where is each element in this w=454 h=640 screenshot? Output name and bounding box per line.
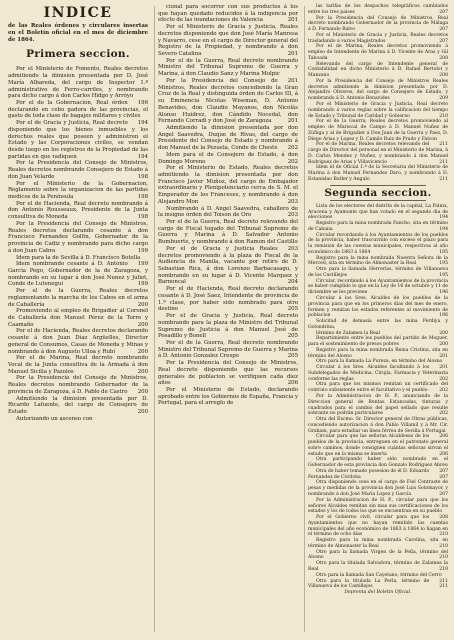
entry-text: Por el de Gracia y Justicia, Real decreto nombrando para la plaza de Ministro del Tribunal Supremo de Justicia á don Manuel José de Posadillo y Bonell [158, 313, 298, 340]
index-entry [158, 57, 298, 84]
index-entry [158, 24, 298, 58]
entry-text: cional para socorrer con sus productos á los que hayan quedado reducidos á la indigencia por efecto de las inundaciones de Valencia [158, 4, 298, 24]
entry-text: Idem nombrando cesante á D. Antonio Garcia Pego, Gobernador de la de Zaragoza, y nombrando en su lugar á don José Nunez y Juliet, Conde de Lutenegui [8, 261, 148, 288]
index-entry [308, 550, 448, 562]
entry-page-number: 194 [137, 120, 148, 127]
entry-text: Promoviendo al empleo de Brigadier al Coronel de Caballería don Manuel Pérez de la Torre y Caamaño [8, 308, 148, 328]
index-entry [308, 102, 448, 119]
entry-text: Circular para que las señoras Alcaldesas de los pueblos de la provincia, entreguen en el patronato general sobre caminos, donde consignen cuántas señoras sirvan el estado que en la misma se inserta [308, 434, 448, 457]
index-entry [308, 579, 448, 591]
entry-text: Por el de la Guerra, Real decreto nombrando Ministro del Tribunal Supremo de Guerra y Marina á D. Antonio Gonzalez Crespo [158, 339, 298, 360]
entry-page-number: 208 [439, 73, 448, 79]
index-entry [158, 165, 298, 205]
entry-page-number: 205 [287, 333, 298, 340]
section-2-block [308, 185, 448, 201]
entry-page-number: 198 [137, 214, 148, 221]
section-2-heading: Segunda seccion. [324, 186, 432, 199]
entry-text: Solicitud de demasía entre las mina Perdiya y Golondrina, [308, 319, 448, 330]
entry-text: Relevando del cargo de Intendente general de Contabilidad en dicho Ministerio á D. Rafael Bertolot y Manzano [308, 61, 448, 79]
entry-text: Por el Ministerio de Estado, Reales decretos admitiendo la dimision presentada por don Francisco Javier Muñoz, del cargo de Embajador extraordinario y Plenipotenciario cerca de S. M. el Emperador de los Franceses, y nombrando á don Alejandro Mon [158, 165, 298, 205]
index-entry [308, 382, 448, 394]
entry-text: Por el de Hacienda, Reales decretos declarando cesante á don Juan Diaz Argüelles, Director general de Consumos, Casas de Moneda y Minas y nombrando á don Augusto Ulloa y Rubí [8, 328, 148, 355]
entry-text: Por el Gobierno civil, circular para que los Ayuntamientos que no hayan remitido las cuentas municipales del año económico de 1863 á 1864 lo hagan en el término de ocho dias [308, 515, 448, 538]
entry-text: Por el de Marina, Real decreto nombrando Vocal de la Junta consultiva de la Armada á don Manuel Sicilia y Pazolos [8, 355, 148, 375]
index-entry [308, 165, 448, 182]
index-entry [308, 204, 448, 221]
entry-page-number: 196 [137, 99, 148, 106]
entry-page-number: 202 [287, 158, 298, 165]
entry-text: Otro para la titulada La Perla, término de Villanueva de los Castillejos [308, 578, 430, 590]
entry-page-number: 195 [439, 272, 448, 278]
entry-page-number: 206 [439, 451, 448, 457]
entry-text: Idem id de Oficial 1.º de la Secretaria del Ministerio de Marina á don Manuel Fernandez Daro, y nombrando á D. Estanislao Butler y Angulo [308, 165, 448, 182]
index-entry [308, 256, 448, 268]
entry-page-number: 195 [439, 261, 448, 267]
index-entry [308, 319, 448, 331]
entry-text: Otro para la llamada La Pureza, en término del Alosno [316, 359, 443, 365]
entry-text: Circular recordando á los Ayuntamientos de los pueblos de la provincia, haber trascurrido con exceso el plazo para la remision de las cuentas municipales, respectivas al año económico de 1863 á 1864 [308, 232, 448, 255]
entry-page-number: 199 [137, 247, 148, 254]
entry-page-number: 200 [137, 301, 148, 308]
index-entry [308, 279, 448, 296]
entry-page-number: 211 [439, 159, 448, 165]
entry-text: Por el Ministerio de Gracia y Justicia, Reales decretos trasladando á varios Magistrados [308, 32, 448, 44]
entry-text: Lista de los electores del distrito de la capital, La Palma, Arucena y Ayamonte que han votado en el segundo dia de elecciones [308, 203, 448, 221]
entry-page-number: 210 [439, 555, 448, 561]
entry-text: las tarifas de los despachos telegráficos cambiados entre los tres paises [308, 4, 448, 15]
index-entry [158, 219, 298, 252]
entry-text: Idem para la de Sevilla á D. Francisco Botella [16, 254, 141, 261]
entry-text: Por el de Hacienda, Real decreto nombrando á don Antonio Rousseaux, Presidente de la Junta consultiva de Moneda [8, 200, 148, 221]
entry-text: término de Zalamea la Real [316, 330, 380, 336]
index-entry [308, 336, 448, 348]
index-entry [308, 4, 448, 16]
entry-page-number: 196 [439, 313, 448, 319]
index-entry [158, 206, 298, 219]
entry-page-number: 211 [439, 578, 448, 584]
index-entry [308, 62, 448, 79]
index-entry [308, 394, 448, 417]
entry-page-number: 195 [439, 249, 448, 255]
column-1-entries [8, 66, 148, 422]
entry-page-number: 200 [439, 330, 448, 336]
index-entry [8, 308, 148, 328]
entry-page-number: 202 [439, 388, 448, 394]
entry-text: Nombrando á D. Angel Saavedra, caballero de la insigne órden del Toison de Oro [158, 205, 298, 219]
entry-text: Otro para la llamada Herrerías, término de Villanueva de los Castillejos [308, 267, 448, 278]
entry-page-number: 201 [439, 365, 448, 371]
entry-text: Por la Presidencia del Consejo de Ministros, Reales decretos nombrando Consejero de Estado á don Juan Velarde [8, 160, 148, 180]
entry-page-number: 211 [439, 142, 448, 148]
entry-page-number: 202 [439, 376, 448, 382]
entry-page-number: 210 [439, 543, 448, 549]
index-entry [8, 416, 148, 423]
entry-text: Circular á los Sres. Alcaldes facultando á los Subdelegados de Medicina, Cirujía, Farmacia y Veterinaria conforme las reglas [308, 365, 448, 382]
column-divider [304, 6, 305, 632]
index-entry [308, 33, 448, 45]
entry-page-number: 210 [439, 532, 448, 538]
entry-page-number: 202 [287, 145, 298, 152]
index-entry [158, 360, 298, 387]
entry-text: Por la Presidencia del Consejo de Ministros, Real decreto nombrando Gobernador de la provincia de Málaga á D. Fernando Balvo [308, 15, 448, 33]
entry-text: Otra de haber tomado posesion de él D. Eduardo Fernandez de Córdoba [308, 468, 430, 480]
entry-text: Por la Presidencia del Consejo de Ministros, Reales decretos declarando cesante á don Francisco Fernandez Golfin, Gobernador de la provincia de Cadiz y nombrando para dicho cargo á don Juan Cabra [8, 220, 148, 254]
entry-page-number: 198 [137, 173, 148, 180]
entry-page-number: 209 [439, 96, 448, 102]
entry-page-number: 207 [439, 27, 448, 33]
entry-page-number: 196 [439, 290, 448, 296]
entry-page-number: 206 [439, 434, 448, 440]
entry-page-number: 201 [287, 118, 298, 125]
column-divider [154, 6, 155, 632]
section-1-heading: Primera seccion. [26, 48, 130, 61]
entry-page-number: 203 [287, 198, 298, 205]
index-entry [308, 480, 448, 497]
entry-page-number: 200 [137, 409, 148, 416]
entry-text: Repartimiento entre los pueblos del partido de Moguer, para el sostenimiento de presos pobres [308, 336, 448, 348]
entry-page-number: 204 [287, 279, 298, 286]
index-intro: de las Reales órdenes y circulares insertas en el Boletín oficial en el mes de diciembre de 1864. [8, 23, 148, 43]
entry-text: Por el de Marina, Reales decretos promoviendo á empleo de Intendente de Marina á D. Vicente de Aras y Gil Taboada [308, 44, 448, 61]
entry-text: Registro para la mina nombrada Nuestra Señora de la Merced, sita en término de Almonaster la Real [308, 255, 448, 267]
index-entry [8, 99, 148, 127]
entry-text: Por el Ministerio de Gracia y Justicia, Reales decretos disponiendo que don José María Manresa y Navarro, cese en el cargo de Director general del Registro de la Propiedad, y nombrando á don Severo Catalina [158, 24, 298, 58]
index-entry [158, 313, 298, 340]
entry-text: Por la Administracion de H. P., circular para que los señores Alcaldes remitan sin mas sus certificaciones de los estados y los de todos los que se encuentran en su pueblo [308, 497, 448, 515]
entry-page-number: 202 [439, 411, 448, 417]
index-entry [308, 434, 448, 457]
index-entry [158, 152, 298, 165]
index-entry [308, 267, 448, 279]
entry-page-number: 205 [287, 353, 298, 360]
index-entry [8, 221, 148, 255]
index-entry [308, 296, 448, 319]
entry-page-number: 194 [439, 226, 448, 232]
index-entry [308, 142, 448, 165]
entry-text: Otro para la llamada Virgen de la Peña, término del Alosno [308, 549, 448, 561]
entry-text: Por el de la Guerra, Real decreto relevando del cargo de Fiscal togado del Tribunal Supremo de Guerra y Marina á D. Salvador Antonio Bumbuerte, y nombrando á don Ramon del Castillo [158, 219, 298, 246]
entry-text: Otra del Excmo. Sr. Director general de Obras públicas, concediendo autorizacion á don Pablo Villamil y á Mr. Cir. Graham, para estudiar un linea férrea de Sevilla á Portugal [308, 417, 448, 434]
index-entry [158, 78, 298, 125]
printer-footer: Imprenta del Boletin Oficial. [344, 590, 412, 596]
index-entry [158, 286, 298, 313]
index-entry [8, 261, 148, 288]
column-3 [308, 4, 448, 596]
index-entry [308, 221, 448, 233]
index-entry [308, 561, 448, 573]
index-entry [158, 340, 298, 360]
entry-page-number: 210 [439, 566, 448, 572]
index-entry [8, 201, 148, 221]
index-entry [308, 16, 448, 33]
column-3-entries-second [308, 204, 448, 590]
entry-page-number: 207 [439, 492, 448, 498]
entry-page-number: 201 [287, 51, 298, 58]
entry-text: Circular, recordando á los Ayuntamientos de la provincia se haber cumplido lo que en la Ley de 16 de octubre y 11 de diciembre se les previene [308, 278, 448, 296]
index-entry [8, 396, 148, 416]
index-page [6, 4, 448, 634]
index-entry [8, 66, 148, 106]
entry-text: Por el Ministerio de la Gobernacion, Reglamento sobre la organizacion de las partidas medicos de la Península [8, 180, 148, 201]
column-2 [158, 4, 298, 407]
entry-page-number: 200 [137, 388, 148, 395]
column-2-entries [158, 4, 298, 407]
index-entry [308, 348, 448, 360]
entry-text: Idem para el de Consejero de Estado, á don Domingo Moreno [158, 151, 298, 165]
entry-page-number: 200 [439, 342, 448, 348]
index-entry [308, 119, 448, 148]
entry-page-number: 211 [439, 176, 448, 182]
index-entry [8, 375, 148, 395]
entry-text: Por la Presidencia del Consejo de Ministros, Reales decretos concediendo la Gran Cruz de la Real y distinguida órden de Carlos III, á su Eminencia Nicolas Wiseman, D. Antonio Benavides, don Claudio Mayanos, don Nicolás Alonso Huidrez, don Cándido Nocedal, don Fernando Corradi y don José de Zaragoza [158, 77, 298, 125]
entry-page-number: 200 [137, 368, 148, 375]
entry-text: Autorizando un ascenso con [16, 415, 93, 422]
entry-page-number: 194 [137, 153, 148, 160]
entry-page-number: 206 [287, 380, 298, 387]
entry-page-number: 207 [439, 468, 448, 474]
entry-page-number: 198 [137, 194, 148, 201]
entry-text: Por el de Gracia y Justicia Reales decretos promoviendo á la plaza de Fiscal de la Audiencia de Manila, vacante por retiro de D. Sebastian Rica, á don Lorenzo Barbacasagu, y nombrando en su lugar á D. Vicente Marquez y Barnoncal [158, 245, 298, 286]
entry-page-number: 199 [137, 281, 148, 288]
entry-text: Otro para la titulada Salvadora, término de Zalamea la Real [308, 561, 448, 572]
entry-page-number: 210 [439, 113, 448, 119]
entry-text: Admitiendo la dimision presentada por don Angel Saavedra, Duque de Rivas, del cargo de Presidente del Consejo de Estado y nombrando á don Manuel de la Pezuela, Conde de Cheste [158, 124, 298, 152]
entry-page-number: 203 [287, 212, 298, 219]
entry-text: Por el de Hacienda, Real decreto declarando cesante á D. José Saez, Intendente de provincia de 1.ª clase, por haber sido nombrado para otro destino [158, 286, 298, 313]
entry-page-number: 199 [137, 261, 148, 268]
index-entry [308, 515, 448, 538]
entry-text: Otra para que los mismos remitan un certificado del contrato subsistente entre el facultativo y el pueblo [308, 382, 448, 394]
entry-text: Registro para la mina nombrada Carolina, sita en término de Almonaster la Real [308, 538, 448, 549]
entry-page-number: 194 [439, 215, 448, 221]
entry-text: Por la Presidencia del Consejo de Ministros, Real decreto disponiendo que las recursos generales de poblacion se verifiquen cada diez años [158, 360, 298, 387]
entry-page-number: 205 [287, 306, 298, 313]
entry-text: Por el de la Guerra, Reales decretos promoviendo al empleo de Mariscal de Campo á D. Manuel Nuñez de Zúñiga y al de Brigadier á Don Juan de la Guerra y Paez, D. Diego Arias y Lopez y D. Camilo Ruiz de Prado y Falcon [308, 119, 448, 142]
index-entry [308, 538, 448, 550]
entry-text: Registro para la mina nombrada Fancho, sita en término de Cabana [308, 221, 448, 232]
entry-page-number: 211 [439, 584, 448, 590]
index-entry [158, 125, 298, 152]
index-entry [308, 233, 448, 256]
index-entry [8, 160, 148, 180]
entry-page-number: 201 [287, 17, 298, 24]
entry-text: Por el Ministerio de Fomento, Reales decretos admitiendo la dimision presentada por D. José María Albareda, del cargo de Inspector 1.º administrativo de Ferro-carriles, y nombrando para dicho cargo á don Carlos Hidgo y Arróyo [8, 66, 148, 100]
entry-text: Por el de la Guerra, Real decreto nombrando Ministro del Tribunal Supremo de Guerra y Marina, á don Claudio Sanz y Marina Molpic [158, 57, 298, 78]
entry-text: Por la Administracion de H. P., anunciando de la Direccion general de Rentas Estancadas, tinturas y cuadrados para el cambio del papel sellado que resulte sobrante no podrán particulares [308, 394, 448, 417]
index-entry [8, 181, 148, 201]
entry-text: Por el de Gracia y Justicia, Real decreto disponiendo que los bienes inmuebles y los derechos reales que poseen y administren el Estado y las Corporaciones civiles, se vendan desde luego en los registros de la Propiedad de las partidas en que radiquen [8, 120, 148, 160]
entry-text: Otra disponiendo cese en el cargo de Fiel Contraste de pesas y medidas de la provincia don José Luis Sotomayor, y nombrando á don José María Lopez y García [308, 480, 448, 498]
entry-page-number: 201 [439, 353, 448, 359]
entry-page-number: 200 [137, 348, 148, 355]
entry-text: Por el de la Guerra, Reales decretos reglamentando la marcha de los Cabos en el arma de Caballería [8, 288, 148, 308]
index-title: INDICE [43, 5, 113, 21]
index-entry [8, 328, 148, 355]
entry-page-number: 203 [287, 245, 298, 252]
entry-text: Por el de la Gobernacion, Real órden declarando en cebo gadora de las provincias, el gasto de toda clase de bagajes militares y civiles [8, 99, 148, 120]
entry-text: Por el Ministerio de Gracia y Justicia, Real decreto nombrando á varios reglas sobre la calificacion del tiempo de Estado y Tribunal de Caridad y Gobierno [308, 102, 448, 119]
index-entry [308, 417, 448, 440]
entry-page-number: 208 [439, 515, 448, 521]
index-entry [308, 497, 448, 521]
entry-text: Registro para la mina nombrada Reina Cristina, sita en término del Alosno [308, 347, 448, 359]
entry-text: Circular á los Sres. Alcaldes de los pueblos de la provincia para que en los primeros dias del mes de enero, formen y remitan los estados referentes al movimiento de poblacion [308, 295, 448, 319]
entry-page-number: 201 [287, 77, 298, 84]
index-entry [308, 79, 448, 102]
index-entry [8, 120, 148, 160]
index-entry [158, 387, 298, 407]
entry-text: Otra participando haber sido nombrado en el Gobernador de esta provincia don Gonzalo Rodriguez Abreu [308, 457, 448, 469]
entry-text: Por la Presidencia del Consejo de Ministros, Reales decretos nombrando Gobernador de la provincia de Zaragoza, á D. Pablo de Castro [8, 375, 148, 395]
entry-page-number: 200 [137, 321, 148, 328]
index-entry [308, 44, 448, 61]
index-entry [158, 4, 298, 24]
entry-page-number: 207 [439, 9, 448, 15]
column-1 [8, 4, 148, 422]
entry-text: Por el Ministerio de Estado, declarando aprobado entre los Gobiernos de España, Francia y Portugal, para el arreglo de [158, 386, 298, 407]
entry-page-number: 208 [439, 55, 448, 61]
entry-page-number: 207 [439, 38, 448, 44]
entry-page-number: 207 [439, 474, 448, 480]
entry-text: Admitiendo la dimision presentada por D. Ricardo Lafuente, del cargo de Consejero de Estado [8, 395, 148, 416]
index-entry [8, 288, 148, 308]
index-entry [308, 365, 448, 382]
entry-text: Por la Presidencia del Consejo de Ministros Reales decretos admitiendo la dimision presentada por D. Alejandro Oliveros, del cargo de Consejero de Estado, y nombrando á D. Antonio Benavides [308, 78, 448, 102]
column-3-entries-first [308, 4, 448, 183]
index-entry [158, 246, 298, 286]
index-entry [8, 355, 148, 375]
entry-text: Otro para la llamada San Cayetano, término del Cerro [316, 572, 442, 578]
entry-text: Por el de Marina, Reales decretos relevando del cargo de Director del personal en el Ministerio de Marina, á D. Carlos Mendez y Nuñez, y nombrando á don Manuel Rodriguez de Arias y Villavicencio [308, 142, 448, 165]
index-entry [308, 469, 448, 481]
